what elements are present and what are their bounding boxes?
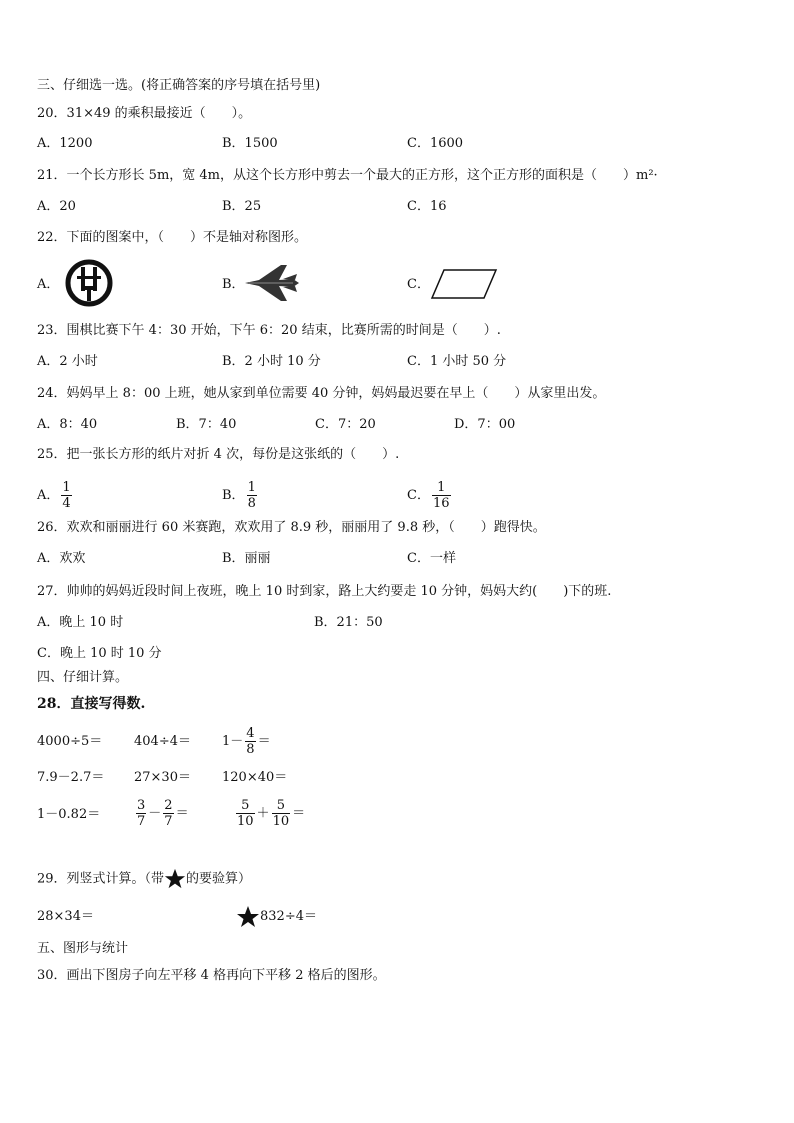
bank-logo-icon	[62, 258, 116, 308]
section-4-heading: 四、仔细计算。	[37, 670, 129, 685]
q27-option-a: A．晚上 10 时	[37, 615, 124, 630]
q26-option-c: C．一样	[407, 551, 456, 566]
q21-option-b: B．25	[222, 199, 262, 214]
calc-832-div-4-text: 832÷4＝	[260, 909, 317, 924]
equals-sign: ＝	[175, 806, 189, 821]
numerator: 1	[62, 480, 71, 495]
q22-option-c: C．	[407, 277, 430, 292]
q25-option-a	[37, 476, 74, 516]
numerator: 4	[246, 726, 255, 741]
question-21: 21．一个长方形长 5m，宽 4m，从这个长方形中剪去一个最大的正方形，这个正方形的面积是（ ）m²·	[37, 168, 658, 183]
q24-option-c: C．7：20	[315, 417, 376, 432]
calc-4000-div-5: 4000÷5＝	[37, 734, 103, 749]
calc-fraction-addition	[234, 794, 305, 834]
operator: －	[148, 806, 162, 821]
question-26: 26．欢欢和丽丽进行 60 米赛跑，欢欢用了 8.9 秒，丽丽用了 9.8 秒，（ ）跑得快。	[37, 520, 546, 535]
q23-option-b: B．2 小时 10 分	[222, 354, 321, 369]
q25-option-c	[407, 476, 453, 516]
q26-option-a: A．欢欢	[37, 551, 86, 566]
q25-option-a-label: A．	[37, 488, 60, 503]
q26-option-b: B．丽丽	[222, 551, 271, 566]
expr-prefix: 1－	[222, 734, 244, 749]
star-icon	[236, 905, 260, 929]
fraction	[272, 798, 291, 829]
q21-option-a: A．20	[37, 199, 76, 214]
fraction	[432, 480, 451, 511]
numerator: 3	[137, 798, 146, 813]
parallelogram-icon	[428, 267, 500, 301]
q24-option-b: B．7：40	[176, 417, 237, 432]
fraction	[163, 798, 173, 829]
section-5-heading: 五、图形与统计	[37, 941, 129, 956]
question-29-text-pre: 29．列竖式计算。（带	[37, 871, 165, 887]
q20-option-b: B．1500	[222, 136, 278, 151]
calc-1-minus-0.82: 1－0.82＝	[37, 807, 101, 822]
calc-fraction-subtraction	[134, 794, 189, 834]
equals-sign: ＝	[257, 734, 271, 749]
numerator: 5	[276, 798, 285, 813]
fraction	[61, 480, 71, 511]
section-3-heading: 三、仔细选一选。(将正确答案的序号填在括号里)	[37, 78, 321, 93]
denominator: 10	[272, 814, 290, 829]
calc-28-times-34: 28×34＝	[37, 909, 94, 924]
question-30: 30．画出下图房子向左平移 4 格再向下平移 2 格后的图形。	[37, 968, 386, 983]
denominator: 8	[246, 742, 255, 757]
calc-27-times-30: 27×30＝	[134, 770, 191, 785]
calc-7.9-minus-2.7: 7.9－2.7＝	[37, 770, 105, 785]
question-22: 22．下面的图案中，（ ）不是轴对称图形。	[37, 230, 308, 245]
numerator: 5	[241, 798, 250, 813]
q25-option-c-label: C．	[407, 488, 430, 503]
calc-120-times-40: 120×40＝	[222, 770, 288, 785]
denominator: 4	[62, 496, 71, 511]
q23-option-a: A．2 小时	[37, 354, 98, 369]
denominator: 7	[137, 814, 146, 829]
question-27: 27．帅帅的妈妈近段时间上夜班，晚上 10 时到家，路上大约要走 10 分钟，妈妈大约( )下的班.	[37, 584, 612, 599]
calc-1-minus-fraction	[222, 722, 271, 762]
question-24: 24．妈妈早上 8：00 上班，她从家到单位需要 40 分钟，妈妈最迟要在早上（ ）从家里出发。	[37, 386, 606, 401]
numerator: 1	[437, 480, 446, 495]
denominator: 16	[432, 496, 450, 511]
q27-option-b: B．21：50	[314, 615, 383, 630]
q23-option-c: C．1 小时 50 分	[407, 354, 507, 369]
numerator: 1	[247, 480, 256, 495]
question-20: 20．31×49 的乘积最接近（ ）。	[37, 106, 252, 121]
q25-option-b-label: B．	[222, 488, 245, 503]
fraction	[245, 726, 255, 757]
denominator: 7	[164, 814, 173, 829]
q24-option-a: A．8：40	[37, 417, 98, 432]
equals-sign: ＝	[292, 806, 306, 821]
fraction	[236, 798, 255, 829]
operator: ＋	[256, 806, 270, 821]
q20-option-c: C．1600	[407, 136, 464, 151]
fraction	[136, 798, 146, 829]
q22-option-a: A．	[37, 277, 60, 292]
star-icon	[164, 868, 186, 890]
denominator: 8	[247, 496, 256, 511]
q20-option-a: A．1200	[37, 136, 93, 151]
numerator: 2	[164, 798, 173, 813]
q24-option-d: D．7：00	[454, 417, 516, 432]
question-28-title: 28．直接写得数.	[37, 696, 146, 712]
fighter-jet-icon	[243, 262, 301, 304]
q22-option-b: B．	[222, 277, 245, 292]
question-29	[37, 868, 251, 891]
question-25: 25．把一张长方形的纸片对折 4 次，每份是这张纸的（ ）.	[37, 447, 400, 462]
question-29-text-post: 的要验算）	[186, 871, 252, 887]
q27-option-c: C．晚上 10 时 10 分	[37, 646, 162, 661]
calc-404-div-4: 404÷4＝	[134, 734, 191, 749]
fraction	[247, 480, 257, 511]
q25-option-b	[222, 476, 259, 516]
q21-option-c: C．16	[407, 199, 447, 214]
denominator: 10	[237, 814, 254, 829]
question-23: 23．围棋比赛下午 4：30 开始，下午 6：20 结束，比赛所需的时间是（ ）.	[37, 323, 501, 338]
calc-832-div-4	[236, 904, 317, 930]
